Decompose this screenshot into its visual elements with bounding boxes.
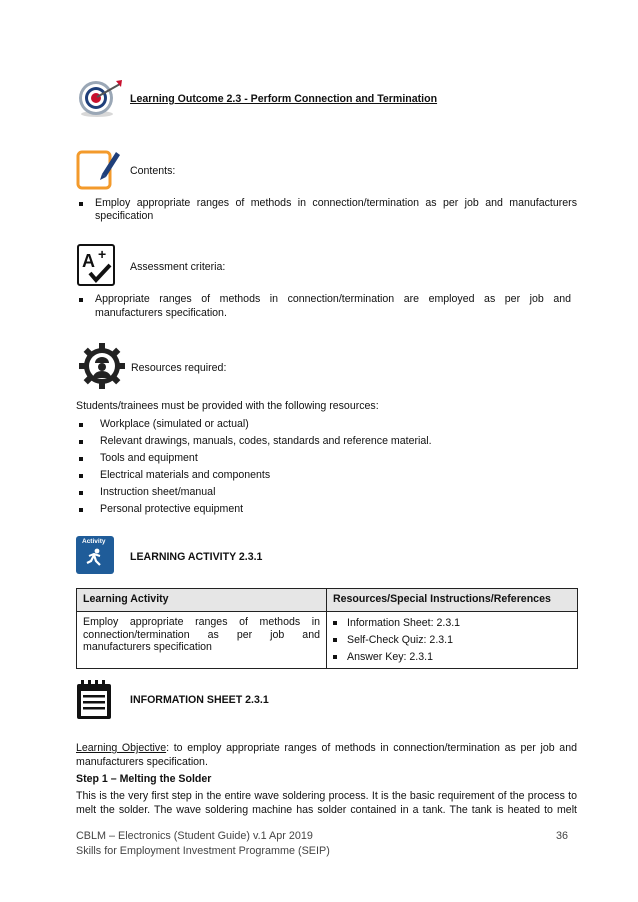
resource-item: Personal protective equipment <box>100 503 244 515</box>
body-line2: melt the solder. The wave soldering machine has solder contained in a tank. The tank is heated to melt <box>76 804 577 816</box>
resource-bullet <box>79 423 83 427</box>
footer-line2: Skills for Employment Investment Programme (SEIP) <box>76 845 330 857</box>
table-header-activity: Learning Activity <box>77 589 327 612</box>
reference-item: Information Sheet: 2.3.1 <box>333 617 571 629</box>
page-number: 36 <box>556 830 569 842</box>
activity-icon-label: Activity <box>82 538 106 545</box>
contents-bullet <box>79 202 83 206</box>
step-title: Step 1 – Melting the Solder <box>76 773 212 785</box>
resource-item: Instruction sheet/manual <box>100 486 216 498</box>
target-icon <box>76 78 124 118</box>
resource-bullet <box>79 457 83 461</box>
footer-line1: CBLM – Electronics (Student Guide) v.1 Apr 2019 <box>76 830 313 842</box>
body-line1: This is the very first step in the entire wave soldering process. It is the basic requirement of the process to <box>76 790 577 802</box>
reference-item: Answer Key: 2.3.1 <box>333 651 571 663</box>
table-cell-activity <box>77 612 327 669</box>
contents-item-line1: Employ appropriate ranges of methods in connection/termination as per job and manufacturers <box>95 197 577 209</box>
resources-heading: Resources required: <box>131 362 227 374</box>
notepad-icon <box>76 680 112 720</box>
activity-line: Employ appropriate ranges of methods in <box>83 616 320 628</box>
assessment-item-line2: manufacturers specification. <box>95 307 227 319</box>
objective-line2: manufacturers specification. <box>76 756 208 768</box>
activity-table <box>76 588 578 669</box>
resource-bullet <box>79 508 83 512</box>
reference-item: Self-Check Quiz: 2.3.1 <box>333 634 571 646</box>
svg-text:+: + <box>98 246 107 262</box>
resource-item: Tools and equipment <box>100 452 198 464</box>
assessment-item-line1: Appropriate ranges of methods in connection/termination are employed as per job and <box>95 293 571 305</box>
resource-item: Workplace (simulated or actual) <box>100 418 249 430</box>
table-cell-references <box>327 612 578 669</box>
resource-item: Electrical materials and components <box>100 469 271 481</box>
info-sheet-heading: INFORMATION SHEET 2.3.1 <box>130 694 269 706</box>
activity-heading: LEARNING ACTIVITY 2.3.1 <box>130 551 263 563</box>
assessment-bullet <box>79 298 83 302</box>
table-header-resources: Resources/Special Instructions/References <box>327 589 578 612</box>
activity-line: manufacturers specification <box>83 641 212 653</box>
assessment-heading: Assessment criteria: <box>130 261 226 273</box>
learning-objective <box>76 742 577 754</box>
resource-item: Relevant drawings, manuals, codes, standards and reference material. <box>100 435 432 447</box>
resource-bullet <box>79 474 83 478</box>
objective-label: Learning Objective <box>76 742 167 754</box>
resource-bullet <box>79 440 83 444</box>
resources-intro: Students/trainees must be provided with the following resources: <box>76 400 379 412</box>
svg-text:A: A <box>82 251 95 271</box>
contents-heading: Contents: <box>130 165 176 177</box>
activity-runner-icon <box>76 536 114 574</box>
objective-text: : to employ appropriate ranges of methods in connection/termination as per job and <box>166 742 577 754</box>
outcome-title: Learning Outcome 2.3 - Perform Connection and Termination <box>130 93 438 105</box>
grade-a-plus-icon <box>76 243 116 287</box>
resource-bullet <box>79 491 83 495</box>
contents-item-line2: specification <box>95 210 154 222</box>
activity-line: connection/termination as per job and <box>83 628 320 641</box>
gear-worker-icon <box>78 342 126 390</box>
pencil-note-icon <box>76 146 120 192</box>
